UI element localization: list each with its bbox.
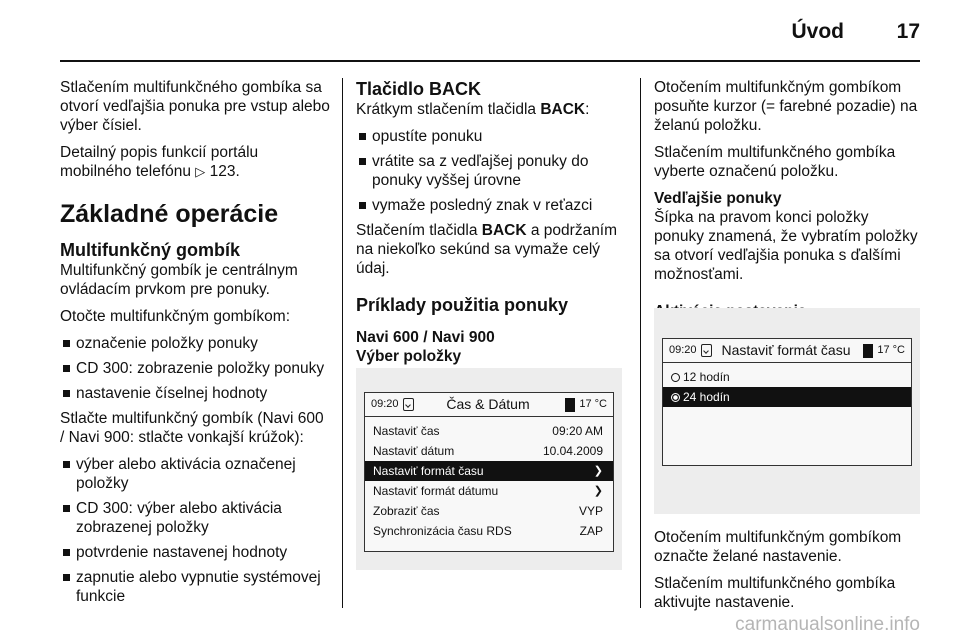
- menu-item[interactable]: [365, 501, 613, 521]
- menu-item[interactable]: [365, 521, 613, 541]
- paragraph: Stlačením multifunkčného gombíka vyberte označenú položku.: [654, 144, 896, 180]
- radio-option[interactable]: [663, 367, 911, 387]
- chapter-heading: Základné operácie: [60, 200, 279, 228]
- status-bar: [663, 339, 911, 363]
- column-3: [654, 78, 920, 321]
- paragraph: Stlačením multifunkčného gombíka aktivujte nastavenie.: [654, 575, 896, 611]
- menu-item-label: Nastaviť dátum: [373, 444, 455, 458]
- paragraph: [356, 100, 632, 119]
- list-item: vrátite sa z vedľajšej ponuky do ponuky vyššej úrovne: [356, 152, 632, 190]
- temperature: 17 °C: [579, 398, 607, 410]
- list-item: potvrdenie nastavenej hodnoty: [60, 543, 332, 562]
- paragraph: Otočením multifunkčným gombíkom posuňte kurzor (= farebné pozadie) na želanú položku.: [654, 79, 918, 134]
- menu-item-value: 10.04.2009: [542, 444, 603, 458]
- menu-item[interactable]: [365, 441, 613, 461]
- menu-item[interactable]: [365, 421, 613, 441]
- subheading: Výber položky: [356, 348, 462, 365]
- menu-item-value: 09:20 AM: [552, 424, 603, 438]
- screen-title: Nastaviť formát času: [721, 342, 851, 358]
- paragraph: Stlačením multifunkčného gombíka sa otvorí vedľajšia ponuka pre vstup alebo výber čísiel.: [60, 79, 330, 134]
- menu-item-label: Synchronizácia času RDS: [373, 524, 512, 538]
- section-title: Úvod: [791, 20, 844, 43]
- paragraph: Multifunkčný gombík je centrálnym ovládacím prvkom pre ponuky.: [60, 262, 298, 298]
- display: [364, 392, 614, 552]
- list-item: nastavenie číselnej hodnoty: [60, 384, 332, 403]
- menu-list: [365, 421, 613, 541]
- chevron-right-icon: ❯: [593, 485, 603, 497]
- paragraph: Stlačte multifunkčný gombík (Navi 600 / Navi 900: stlačte vonkajší krúžok):: [60, 410, 324, 446]
- display: [662, 338, 912, 466]
- thermometer-icon: [565, 398, 575, 412]
- bullet-list: [356, 127, 632, 215]
- list-item: výber alebo aktivácia označenej položky: [60, 455, 332, 493]
- column-divider: [342, 78, 343, 608]
- list-item: zapnutie alebo vypnutie systémovej funkcie: [60, 568, 332, 606]
- screen-title: Čas & Dátum: [446, 396, 530, 412]
- column-2: [356, 78, 632, 366]
- section-heading: Príklady použitia ponuky: [356, 295, 569, 315]
- list-item: označenie položky ponuky: [60, 334, 332, 353]
- menu-item-value: VYP: [578, 504, 603, 518]
- option-label: 12 hodín: [683, 370, 730, 384]
- column-divider: [640, 78, 641, 608]
- header-rule: [60, 60, 920, 62]
- paragraph: Šípka na pravom konci položky ponuky znamená, že vybratím položky sa otvorí vedľajšia ponuka s ďalšími možnosťami.: [654, 209, 918, 283]
- paragraph-text: a podržaním na niekoľko sekúnd sa vymaže celý údaj.: [356, 222, 618, 277]
- page-number: 17: [896, 20, 920, 43]
- reference-arrow-icon: ▷: [195, 164, 206, 179]
- screen-illustration-time-format: [654, 308, 920, 514]
- column-1: [60, 78, 332, 612]
- clock: 09:20: [669, 344, 697, 356]
- screen-illustration-time-date: [356, 368, 622, 570]
- paragraph: [356, 221, 632, 278]
- paragraph: [60, 143, 332, 181]
- menu-item-label: Nastaviť formát dátumu: [373, 484, 499, 498]
- paragraph-text: :: [585, 101, 590, 118]
- page-header: [60, 18, 920, 48]
- menu-item-label: Nastaviť formát času: [373, 464, 484, 478]
- watermark: carmanualsonline.info: [735, 614, 920, 635]
- temperature: 17 °C: [877, 344, 905, 356]
- subheading: Navi 600 / Navi 900: [356, 329, 495, 346]
- button-name: BACK: [540, 101, 586, 118]
- option-label: 24 hodín: [683, 390, 730, 404]
- phone-icon: [701, 344, 712, 357]
- paragraph-text: Krátkym stlačením tlačidla: [356, 101, 541, 118]
- radio-option-selected[interactable]: [663, 387, 911, 407]
- menu-item-label: Nastaviť čas: [373, 424, 440, 438]
- clock: 09:20: [371, 398, 399, 410]
- paragraph-text: Detailný popis funkcií portálu mobilného telefónu: [60, 144, 259, 180]
- list-item: CD 300: výber alebo aktivácia zobrazenej položky: [60, 499, 332, 537]
- option-list: [663, 367, 911, 407]
- section-heading: Tlačidlo BACK: [356, 79, 482, 99]
- list-item: opustíte ponuku: [356, 127, 632, 146]
- thermometer-icon: [863, 344, 873, 358]
- menu-item[interactable]: [365, 481, 613, 501]
- paragraph: Otočením multifunkčným gombíkom označte želané nastavenie.: [654, 529, 902, 565]
- menu-item-value: ZAP: [579, 524, 603, 538]
- menu-item-selected[interactable]: [365, 461, 613, 481]
- section-heading: Multifunkčný gombík: [60, 240, 240, 260]
- subheading: Vedľajšie ponuky: [654, 190, 782, 207]
- phone-icon: [403, 398, 414, 411]
- bullet-list: [60, 455, 332, 606]
- column-3-bottom: [654, 528, 920, 620]
- menu-item-label: Zobraziť čas: [373, 504, 440, 518]
- button-name: BACK: [481, 222, 527, 239]
- paragraph-text: Stlačením tlačidla: [356, 222, 482, 239]
- status-bar: [365, 393, 613, 417]
- list-item: vymaže posledný znak v reťazci: [356, 196, 632, 215]
- list-item: CD 300: zobrazenie položky ponuky: [60, 359, 332, 378]
- bullet-list: [60, 334, 332, 403]
- page-reference[interactable]: 123.: [209, 163, 240, 180]
- chevron-right-icon: ❯: [593, 465, 603, 477]
- radio-off-icon: [671, 373, 680, 382]
- paragraph: Otočte multifunkčným gombíkom:: [60, 308, 290, 325]
- radio-on-icon: [671, 393, 680, 402]
